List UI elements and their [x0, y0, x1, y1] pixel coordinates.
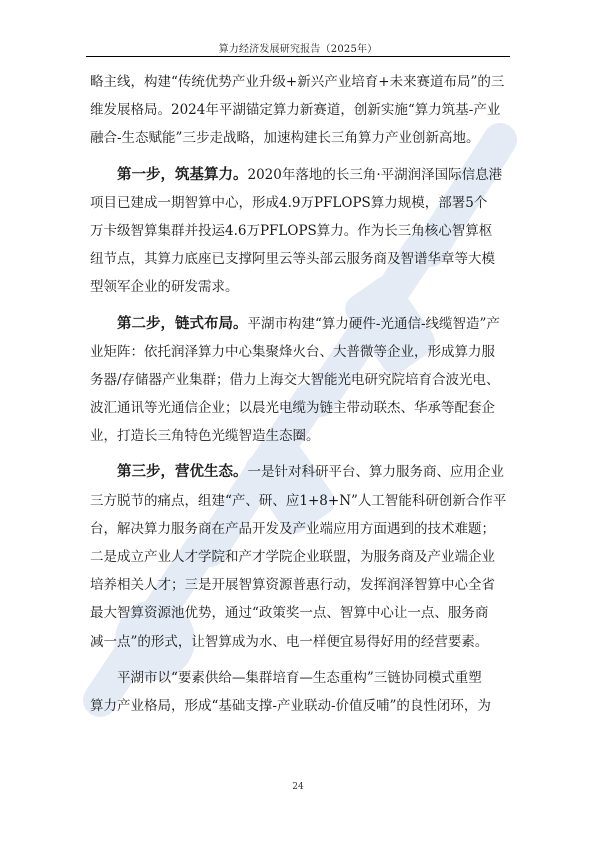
page-number: 24: [292, 782, 304, 792]
step1-paragraph: [90, 161, 506, 302]
step2-text: 平湖市构建“算力硬件-光通信-线缆智造”产: [247, 315, 500, 332]
text-line: 减一点”的形式，让智算成为水、电一样便宜易得好用的经营要素。: [90, 633, 489, 650]
step3-text: 一是针对科研平台、算力服务商、应用企业: [247, 464, 504, 481]
text-line: [90, 458, 506, 486]
text-line: 项目已建成一期智算中心，形成4.9万PFLOPS算力规模，部署5个: [90, 194, 488, 211]
step3-paragraph: [90, 458, 506, 655]
text-line: 最大智算资源池优势，通过“政策奖一点、智算中心让一点、服务商: [90, 605, 489, 622]
text-line: 融合-生态赋能”三步走战略，加速构建长三角算力产业创新高地。: [90, 130, 480, 147]
text-line: 略主线，构建“传统优势产业升级+新兴产业培育+未来赛道布局”的三: [90, 74, 505, 90]
text-line: 培养相关人才；三是开展智算资源普惠行动，发挥润泽智算中心全省: [90, 577, 495, 594]
step2-title: 第二步，链式布局。: [117, 315, 248, 332]
text-line: 业矩阵：依托润泽算力中心集聚烽火台、大普微等企业，形成算力服: [90, 343, 495, 360]
document-body: [90, 68, 506, 720]
closing-paragraph: [90, 664, 506, 720]
text-line: 三方脱节的痛点，组建“产、研、应1+8+N”人工智能科研创新合作平: [90, 492, 506, 509]
step2-paragraph: [90, 310, 506, 451]
text-line: 维发展格局。2024年平湖锚定算力新赛道，创新实施“算力筑基-产业: [90, 102, 501, 119]
intro-paragraph: [90, 68, 506, 153]
text-line: 万卡级智算集群并投运4.6万PFLOPS算力。作为长三角核心智算枢: [90, 222, 493, 239]
text-line: 平湖市以“要素供给—集群培育—生态重构”三链协同模式重塑: [117, 669, 482, 686]
step3-title: 第三步，营优生态。: [117, 464, 248, 481]
header-rule: [86, 56, 510, 57]
text-line: 二是成立产业人才学院和产才学院企业联盟，为服务商及产业端企业: [90, 549, 495, 565]
running-header: 算力经济发展研究报告（2025年）: [218, 44, 378, 55]
step1-title: 第一步，筑基算力。: [117, 166, 248, 183]
text-line: 业，打造长三角特色光缆智造生态圈。: [90, 428, 320, 445]
text-line: 型领军企业的研发需求。: [90, 279, 239, 296]
text-line: 纽节点，其算力底座已支撑阿里云等头部云服务商及智谱华章等大模: [90, 251, 495, 268]
text-line: 台，解决算力服务商在产品开发及产业端应用方面遇到的技术难题；: [90, 520, 495, 537]
text-line: 波汇通讯等光通信企业；以晨光电缆为链主带动联杰、华承等配套企: [90, 400, 495, 417]
text-line: [90, 310, 506, 338]
text-line: [90, 161, 506, 189]
text-line: 务器/存储器产业集群；借力上海交大智能光电研究院培育合波光电、: [90, 371, 500, 388]
step1-text: 2020年落地的长三角·平湖润泽国际信息港: [247, 166, 503, 183]
text-line: 算力产业格局，形成“基础支撑-产业联动-价值反哺”的良性闭环，为: [90, 697, 491, 714]
